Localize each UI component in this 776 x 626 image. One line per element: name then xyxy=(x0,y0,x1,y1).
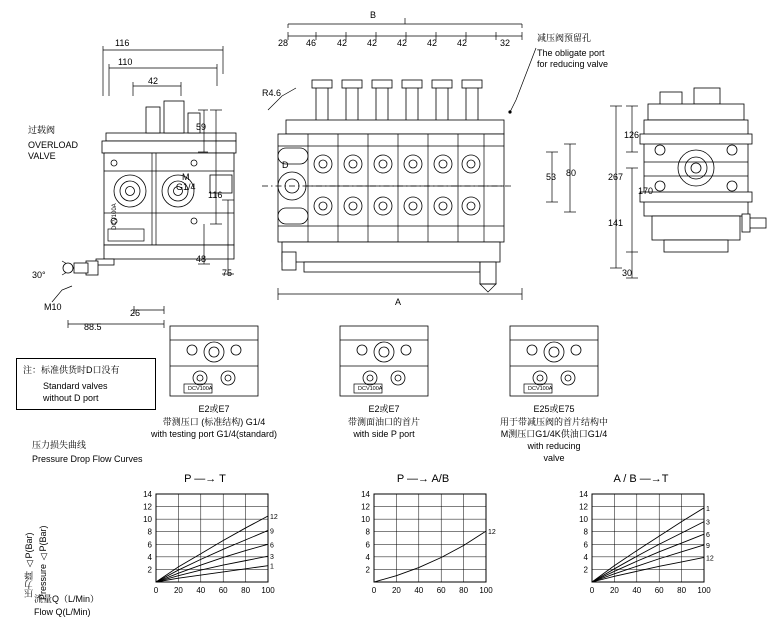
callout-cn: 减压阀预留孔 xyxy=(537,33,592,43)
end-view-2-stamp: DCV100A xyxy=(358,386,383,392)
callout-en-2: for reducing valve xyxy=(537,59,609,69)
note-en-1: Standard valves xyxy=(43,381,108,391)
left-dim-885: 88.5 xyxy=(84,322,102,332)
curves-heading-cn: 压力损失曲线 xyxy=(32,440,87,450)
chart-2-plot xyxy=(348,488,500,602)
svg-text:100: 100 xyxy=(479,586,493,595)
chart-3-series-label: 3 xyxy=(706,519,710,527)
svg-text:6: 6 xyxy=(147,540,152,550)
chart-1-series xyxy=(156,556,268,582)
chart-1-series xyxy=(156,566,268,582)
svg-text:4: 4 xyxy=(365,552,370,562)
chart-2-series-label: 12 xyxy=(488,529,496,537)
svg-text:2: 2 xyxy=(365,565,370,575)
seg-dim-0: 28 xyxy=(278,38,289,48)
center-port-d: D xyxy=(282,160,289,170)
svg-text:4: 4 xyxy=(583,552,588,562)
seg-dim-2: 42 xyxy=(337,38,348,48)
right-dim-30: 30 xyxy=(622,268,633,278)
end-view-2-code: E2或E7 xyxy=(368,404,400,414)
svg-text:80: 80 xyxy=(459,586,469,595)
m10-label: M10 xyxy=(44,302,62,312)
angle-label: 30° xyxy=(32,270,46,280)
svg-text:40: 40 xyxy=(196,586,206,595)
seg-dim-4: 42 xyxy=(397,38,408,48)
svg-text:10: 10 xyxy=(579,515,588,525)
overload-en-1: OVERLOAD xyxy=(28,140,79,150)
svg-text:6: 6 xyxy=(365,540,370,550)
chart-1-series-label: 12 xyxy=(270,514,278,521)
dim-a-label: A xyxy=(395,297,402,307)
note-box xyxy=(16,358,156,410)
end-view-3-stamp: DCV100A xyxy=(528,386,553,392)
chart-3-series-label: 6 xyxy=(706,532,710,540)
chart-3-series-label: 9 xyxy=(706,542,710,550)
svg-text:14: 14 xyxy=(579,490,588,499)
svg-text:60: 60 xyxy=(654,586,664,595)
svg-text:20: 20 xyxy=(609,586,619,595)
callout-en-1: The obligate port xyxy=(537,48,605,58)
svg-text:80: 80 xyxy=(677,586,687,595)
seg-dim-3: 42 xyxy=(367,38,378,48)
svg-text:60: 60 xyxy=(218,586,228,595)
center-right-dims xyxy=(540,140,588,250)
svg-text:10: 10 xyxy=(143,515,152,525)
right-dim-126: 126 xyxy=(624,130,640,140)
svg-text:6: 6 xyxy=(583,540,588,550)
end-view-2-drawing xyxy=(336,322,432,400)
x-axis-label-cn: 流量Q（L/Min） xyxy=(34,594,100,604)
end-view-1-drawing xyxy=(166,322,262,400)
chart-1-series-label: 3 xyxy=(270,554,274,562)
chart-3-plot xyxy=(566,488,718,602)
chart-3-series xyxy=(592,522,704,582)
chart-3-series-label: 12 xyxy=(706,555,714,563)
svg-text:80: 80 xyxy=(241,586,251,595)
overload-en-2: VALVE xyxy=(28,151,56,161)
chart-2-title: P —→ A/B xyxy=(396,473,450,485)
note-cn: 注：标准供货时D口没有 xyxy=(23,365,120,375)
right-dim-141: 141 xyxy=(608,218,624,228)
svg-text:40: 40 xyxy=(414,586,424,595)
x-axis-label-en: Flow Q(L/Min) xyxy=(34,607,91,617)
port-m-thread: G1/4 xyxy=(176,182,196,192)
chart-1-series-label: 9 xyxy=(270,528,274,536)
seg-dim-6: 42 xyxy=(457,38,468,48)
chart-3 xyxy=(566,488,718,602)
chart-1-plot xyxy=(130,488,282,602)
seg-dim-1: 46 xyxy=(306,38,317,48)
svg-text:2: 2 xyxy=(147,565,152,575)
chart-3-series-label: 1 xyxy=(706,505,710,513)
svg-text:20: 20 xyxy=(173,586,183,595)
y-axis-label-cn: 压力降 △P(Bar) xyxy=(24,532,34,598)
seg-dim-7: 32 xyxy=(500,38,511,48)
dim-b-label: B xyxy=(370,10,377,20)
end-view-3-code: E25或E75 xyxy=(533,404,575,414)
end-view-2-en: with side P port xyxy=(353,429,415,439)
chart-2-series xyxy=(374,531,486,582)
end-view-1-cn: 带测压口 (标准结构) G1/4 xyxy=(162,417,266,427)
chart-1-series-label: 1 xyxy=(270,563,274,571)
end-view-1-en: with testing port G1/4(standard) xyxy=(150,429,278,439)
svg-text:0: 0 xyxy=(153,586,159,595)
left-dim-26: 26 xyxy=(130,308,141,318)
end-view-3-cn-2: M测压口G1/4K供油口G1/4 xyxy=(500,429,608,439)
end-view-1-stamp: DCV100A xyxy=(188,386,213,392)
center-dim-53: 53 xyxy=(546,172,557,182)
end-view-1-code: E2或E7 xyxy=(198,404,230,414)
y-axis-label-en: Pressure △P(Bar) xyxy=(38,525,48,600)
svg-text:14: 14 xyxy=(361,490,370,499)
svg-text:0: 0 xyxy=(589,586,595,595)
svg-text:100: 100 xyxy=(697,586,711,595)
chart-2 xyxy=(348,488,500,602)
overload-cn: 过载阀 xyxy=(28,125,56,135)
end-view-2-cn: 带测面油口的首片 xyxy=(347,417,420,427)
curves-heading-en: Pressure Drop Flow Curves xyxy=(32,454,143,464)
svg-text:12: 12 xyxy=(143,502,152,512)
left-dim-116: 116 xyxy=(115,38,130,48)
end-view-3-en-2: valve xyxy=(543,453,565,463)
chart-1-title: P —→ T xyxy=(184,473,226,485)
svg-text:2: 2 xyxy=(583,565,588,575)
note-en-2: without D port xyxy=(43,393,99,403)
chart-1-series-label: 6 xyxy=(270,542,274,550)
svg-text:14: 14 xyxy=(143,490,152,499)
svg-text:12: 12 xyxy=(579,502,588,512)
end-view-3-en-1: with reducing xyxy=(527,441,581,451)
svg-text:10: 10 xyxy=(361,515,370,525)
right-dim-170: 170 xyxy=(638,186,654,196)
right-dim-267: 267 xyxy=(608,172,624,182)
chart-1-series xyxy=(156,530,268,582)
chart-3-title: A / B —→T xyxy=(613,473,669,485)
end-view-3-drawing xyxy=(506,322,602,400)
chart-1-series xyxy=(156,544,268,582)
center-dim-80: 80 xyxy=(566,168,577,178)
svg-text:0: 0 xyxy=(371,586,377,595)
left-dim-59: 59 xyxy=(196,122,207,132)
center-view-drawing xyxy=(268,60,524,300)
end-view-3-cn-1: 用于带减压阀的首片结构中 xyxy=(499,417,608,427)
svg-text:40: 40 xyxy=(632,586,642,595)
left-dim-116: 116 xyxy=(208,190,223,200)
left-dim-75: 75 xyxy=(222,268,233,278)
port-m-label: M xyxy=(182,172,190,182)
chart-3-series xyxy=(592,534,704,582)
svg-text:8: 8 xyxy=(147,527,152,537)
left-dim-110: 110 xyxy=(118,57,133,67)
svg-text:60: 60 xyxy=(436,586,446,595)
svg-text:8: 8 xyxy=(365,527,370,537)
svg-text:12: 12 xyxy=(361,502,370,512)
seg-dim-5: 42 xyxy=(427,38,438,48)
svg-text:100: 100 xyxy=(261,586,275,595)
left-body-stamp: DCV100A xyxy=(112,203,118,230)
svg-text:4: 4 xyxy=(147,552,152,562)
left-dim-48: 48 xyxy=(196,254,207,264)
svg-text:20: 20 xyxy=(391,586,401,595)
radius-note: R4.6 xyxy=(262,88,282,98)
left-dim-42: 42 xyxy=(148,76,159,86)
svg-text:8: 8 xyxy=(583,527,588,537)
chart-1 xyxy=(130,488,282,602)
